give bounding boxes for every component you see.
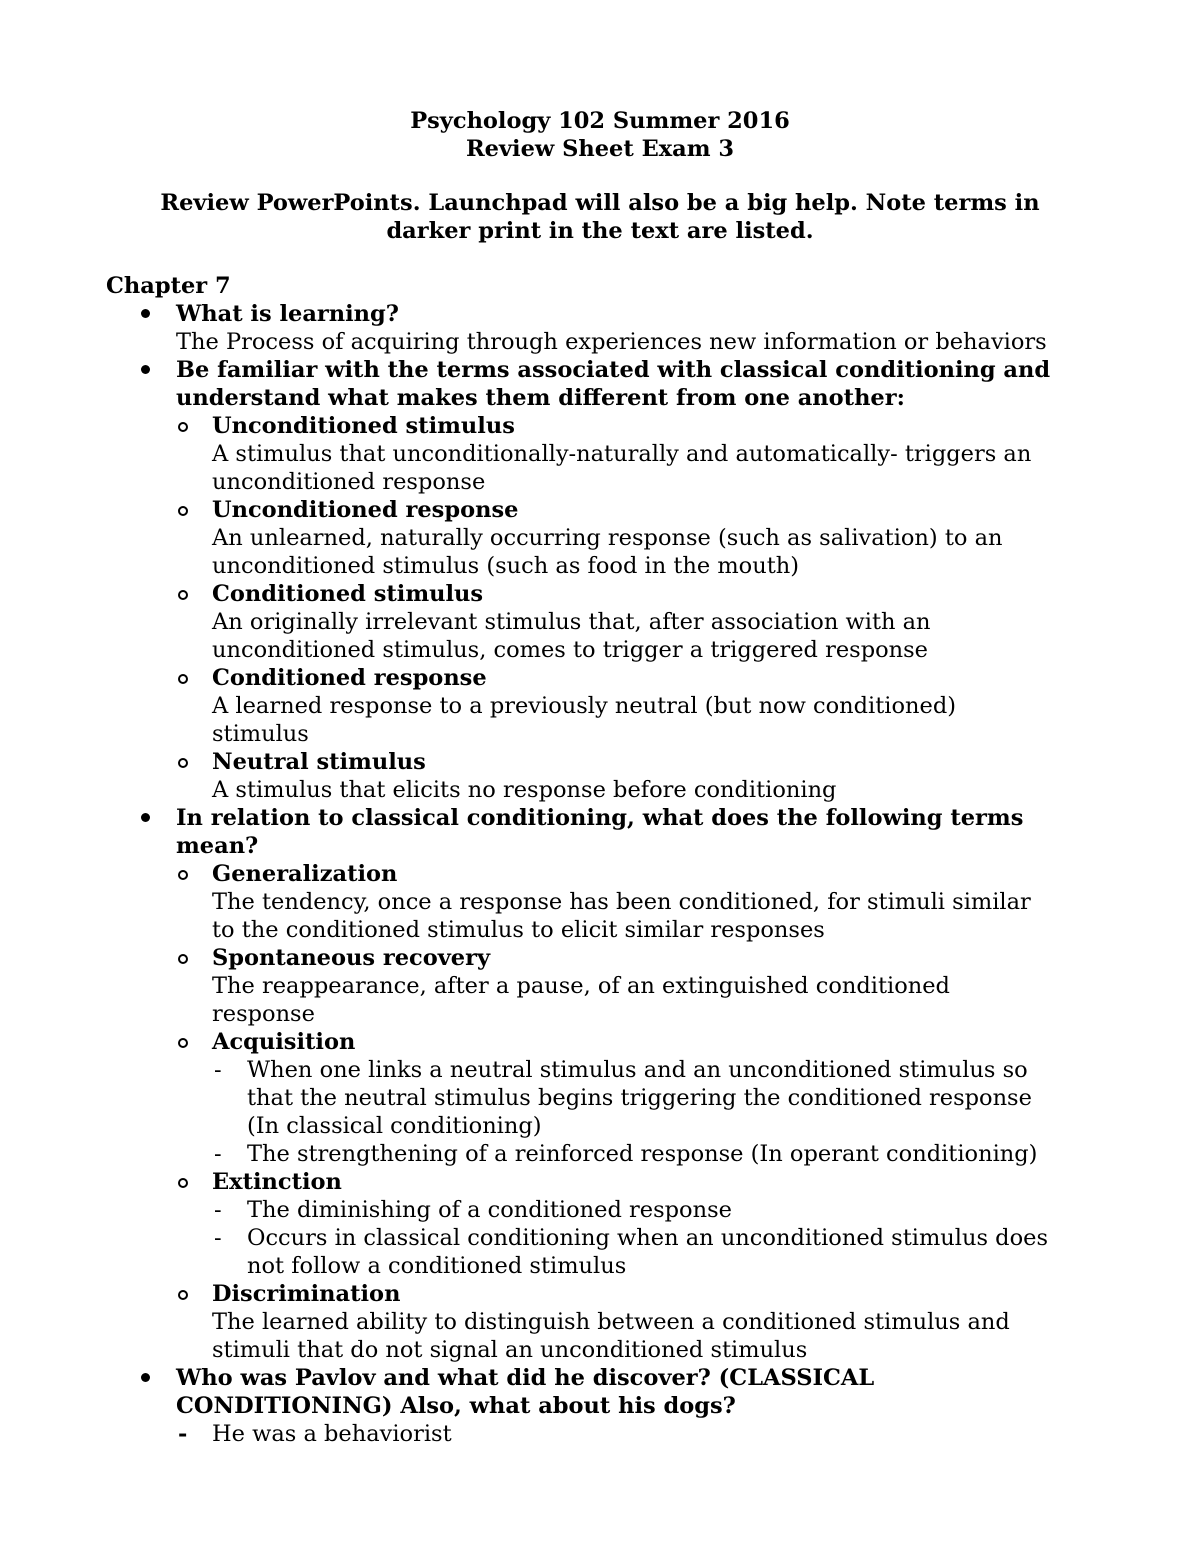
definition-line: unconditioned stimulus, comes to trigger a triggered response (212, 637, 929, 663)
question-classical-terms: Be familiar with the terms associated with classical conditioning and (0, 356, 1200, 384)
dash-marker-icon: - (214, 1225, 222, 1251)
definition-line: A learned response to a previously neutral (but now conditioned) (212, 693, 957, 719)
dash-marker-icon: - (214, 1141, 222, 1167)
intro-paragraph (130, 189, 1070, 245)
term-conditioned-response: Conditioned response (0, 664, 1200, 692)
dash-marker-icon: - (214, 1057, 222, 1083)
circle-bullet-icon (178, 506, 188, 516)
sub-definition-line: - Occurs in classical conditioning when an unconditioned stimulus does (214, 1225, 1048, 1251)
circle-bullet-icon (178, 1290, 188, 1300)
term-discrimination: Discrimination (0, 1280, 1200, 1308)
definition-line: A stimulus that unconditionally-naturally and automatically- triggers an (212, 441, 1032, 467)
sub-definition-line: that the neutral stimulus begins triggering the conditioned response (247, 1085, 1032, 1111)
circle-bullet-icon (178, 758, 188, 768)
question-line: understand what makes them different from one another: (176, 385, 905, 411)
definition-line: unconditioned stimulus (such as food in the mouth) (212, 553, 800, 579)
chapter-heading: Chapter 7 (106, 273, 231, 299)
intro-line: Review PowerPoints. Launchpad will also be a big help. Note terms in (160, 190, 1040, 216)
document-header (0, 107, 1200, 163)
question-pavlov: Who was Pavlov and what did he discover? (CLASSICAL (0, 1364, 1200, 1392)
document-title: Psychology 102 Summer 2016 (410, 108, 790, 134)
definition-line: An originally irrelevant stimulus that, after association with an (212, 609, 931, 635)
term-unconditioned-stimulus: Unconditioned stimulus (0, 412, 1200, 440)
definition-line: The learned ability to distinguish between a conditioned stimulus and (212, 1309, 1010, 1335)
circle-bullet-icon (178, 674, 188, 684)
definition-line: A stimulus that elicits no response before conditioning (212, 777, 837, 803)
definition-line: The reappearance, after a pause, of an extinguished conditioned (212, 973, 950, 999)
answer-line: The Process of acquiring through experiences new information or behaviors (176, 329, 1047, 355)
dash-marker-icon: - (214, 1197, 222, 1223)
term-extinction: Extinction (0, 1168, 1200, 1196)
document-subtitle: Review Sheet Exam 3 (465, 136, 735, 162)
answer-line: - He was a behaviorist (178, 1421, 452, 1447)
circle-bullet-icon (178, 1038, 188, 1048)
question-what-is-learning: What is learning? (0, 300, 1200, 328)
definition-line: response (212, 1001, 315, 1027)
intro-line: darker print in the text are listed. (386, 218, 814, 244)
dash-marker-icon: - (178, 1421, 188, 1447)
bullet-icon (141, 1373, 150, 1382)
question-following-terms: In relation to classical conditioning, what does the following terms (0, 804, 1200, 832)
review-outline (0, 300, 1200, 1448)
bullet-icon (141, 813, 150, 822)
term-neutral-stimulus: Neutral stimulus (0, 748, 1200, 776)
sub-definition-line: not follow a conditioned stimulus (247, 1253, 627, 1279)
bullet-icon (141, 309, 150, 318)
term-unconditioned-response: Unconditioned response (0, 496, 1200, 524)
term-spontaneous-recovery: Spontaneous recovery (0, 944, 1200, 972)
sub-definition-line: (In classical conditioning) (247, 1113, 542, 1139)
definition-line: unconditioned response (212, 469, 486, 495)
circle-bullet-icon (178, 1178, 188, 1188)
sub-definition-line: - The diminishing of a conditioned response (214, 1197, 732, 1223)
sub-definition-line: - The strengthening of a reinforced response (In operant conditioning) (214, 1141, 1038, 1167)
question-line: CONDITIONING) Also, what about his dogs? (176, 1393, 736, 1419)
bullet-icon (141, 365, 150, 374)
circle-bullet-icon (178, 422, 188, 432)
definition-line: stimulus (212, 721, 309, 747)
circle-bullet-icon (178, 590, 188, 600)
definition-line: to the conditioned stimulus to elicit similar responses (212, 917, 825, 943)
term-acquisition: Acquisition (0, 1028, 1200, 1056)
definition-line: stimuli that do not signal an unconditioned stimulus (212, 1337, 808, 1363)
sub-definition-line: - When one links a neutral stimulus and an unconditioned stimulus so (214, 1057, 1028, 1083)
question-line: mean? (176, 833, 259, 859)
term-conditioned-stimulus: Conditioned stimulus (0, 580, 1200, 608)
definition-line: The tendency, once a response has been conditioned, for stimuli similar (212, 889, 1031, 915)
circle-bullet-icon (178, 870, 188, 880)
term-generalization: Generalization (0, 860, 1200, 888)
circle-bullet-icon (178, 954, 188, 964)
definition-line: An unlearned, naturally occurring response (such as salivation) to an (212, 525, 1003, 551)
